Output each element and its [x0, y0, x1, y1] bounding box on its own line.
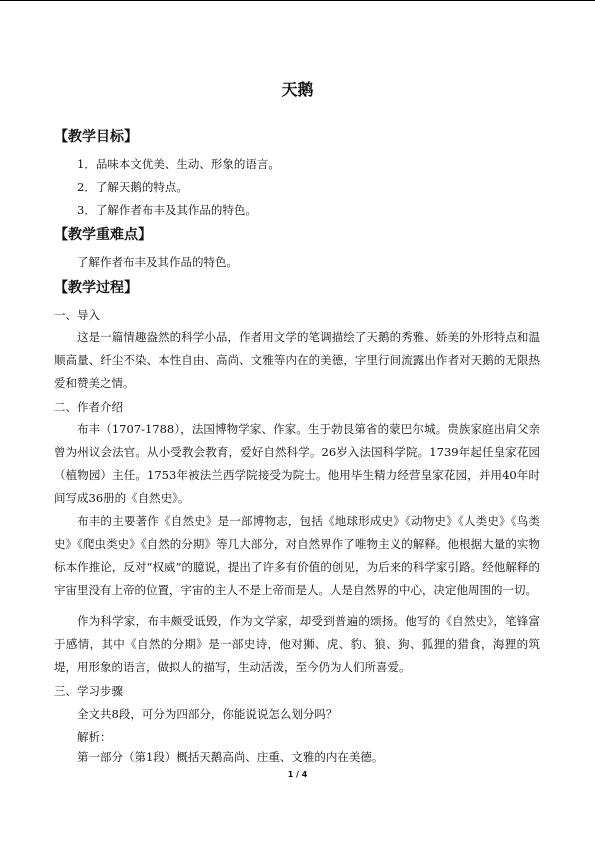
- part3-analysis-label: 解析：: [77, 730, 112, 744]
- part1-title: 一、导入: [54, 308, 100, 322]
- part2-title: 二、作者介绍: [54, 400, 123, 414]
- goal-item-3: 3．了解作者布丰及其作品的特色。: [77, 203, 257, 217]
- part3-answer: 第一部分（第1段）概括天鹅高尚、庄重、文雅的内在美德。: [77, 750, 384, 764]
- goal-item-2: 2．了解天鹅的特点。: [77, 180, 188, 194]
- author-paragraph-3: 作为科学家，布丰颇受诋毁，作为文学家，却受到普遍的颂扬。他写的《自然史》，笔锋富于感情，其中《自然的分期》是一部史诗，他对狮、虎、豹、狼、狗、狐狸的猎食，海狸的筑堤，用形象的语言，做拟人的描写，生动活泼，至今仍为人们所喜爱。: [54, 614, 540, 674]
- heading-teaching-process: 【教学过程】: [54, 280, 138, 296]
- page-title: 天鹅: [281, 80, 314, 99]
- page-number: 1 / 4: [287, 770, 308, 779]
- goal-item-1: 1．品味本文优美、生动、形象的语言。: [77, 157, 280, 171]
- top-border-line: [0, 0, 595, 1]
- heading-key-points: 【教学重难点】: [54, 227, 152, 243]
- intro-paragraph: 这是一篇情趣盎然的科学小品，作者用文学的笔调描绘了天鹅的秀雅、娇美的外形特点和温顺高量、纤尘不染、本性自由、高尚、文雅等内在的美德，字里行间流露出作者对天鹅的无限热爱和赞美之情。: [54, 330, 540, 390]
- author-paragraph-1: 布丰（1707-1788），法国博物学家、作家。生于勃艮第省的蒙巴尔城。贵族家庭出肩父亲曾为州议会法官。从小受教会教育，爱好自然科学。26岁入法国科学院。1739年起任皇家花园（植物园）主任。1753年被法兰西学院接受为院士。他用毕生精力经营皇家花园，并用40年时间写成36册的《自然史》。: [54, 422, 540, 505]
- part3-title: 三、学习步骤: [54, 684, 123, 698]
- author-paragraph-2: 布丰的主要著作《自然史》是一部博物志，包括《地球形成史》《动物史》《人类史》《鸟类史》《爬虫类史》《自然的分期》等几大部分，对自然界作了唯物主义的解释。他根据大量的实物标本作推论，反对“权威”的臆说，提出了许多有价值的创见，为后来的科学家引路。经他解释的宇宙里没有上帝的位置，宇宙的主人不是上帝而是人。人是自然界的中心，决定他周围的一切。: [54, 514, 540, 597]
- part3-question: 全文共8段，可分为四部分，你能说说怎么划分吗？: [77, 707, 338, 721]
- key-point-text: 了解作者布丰及其作品的特色。: [77, 255, 238, 269]
- heading-teaching-goals: 【教学目标】: [54, 129, 138, 145]
